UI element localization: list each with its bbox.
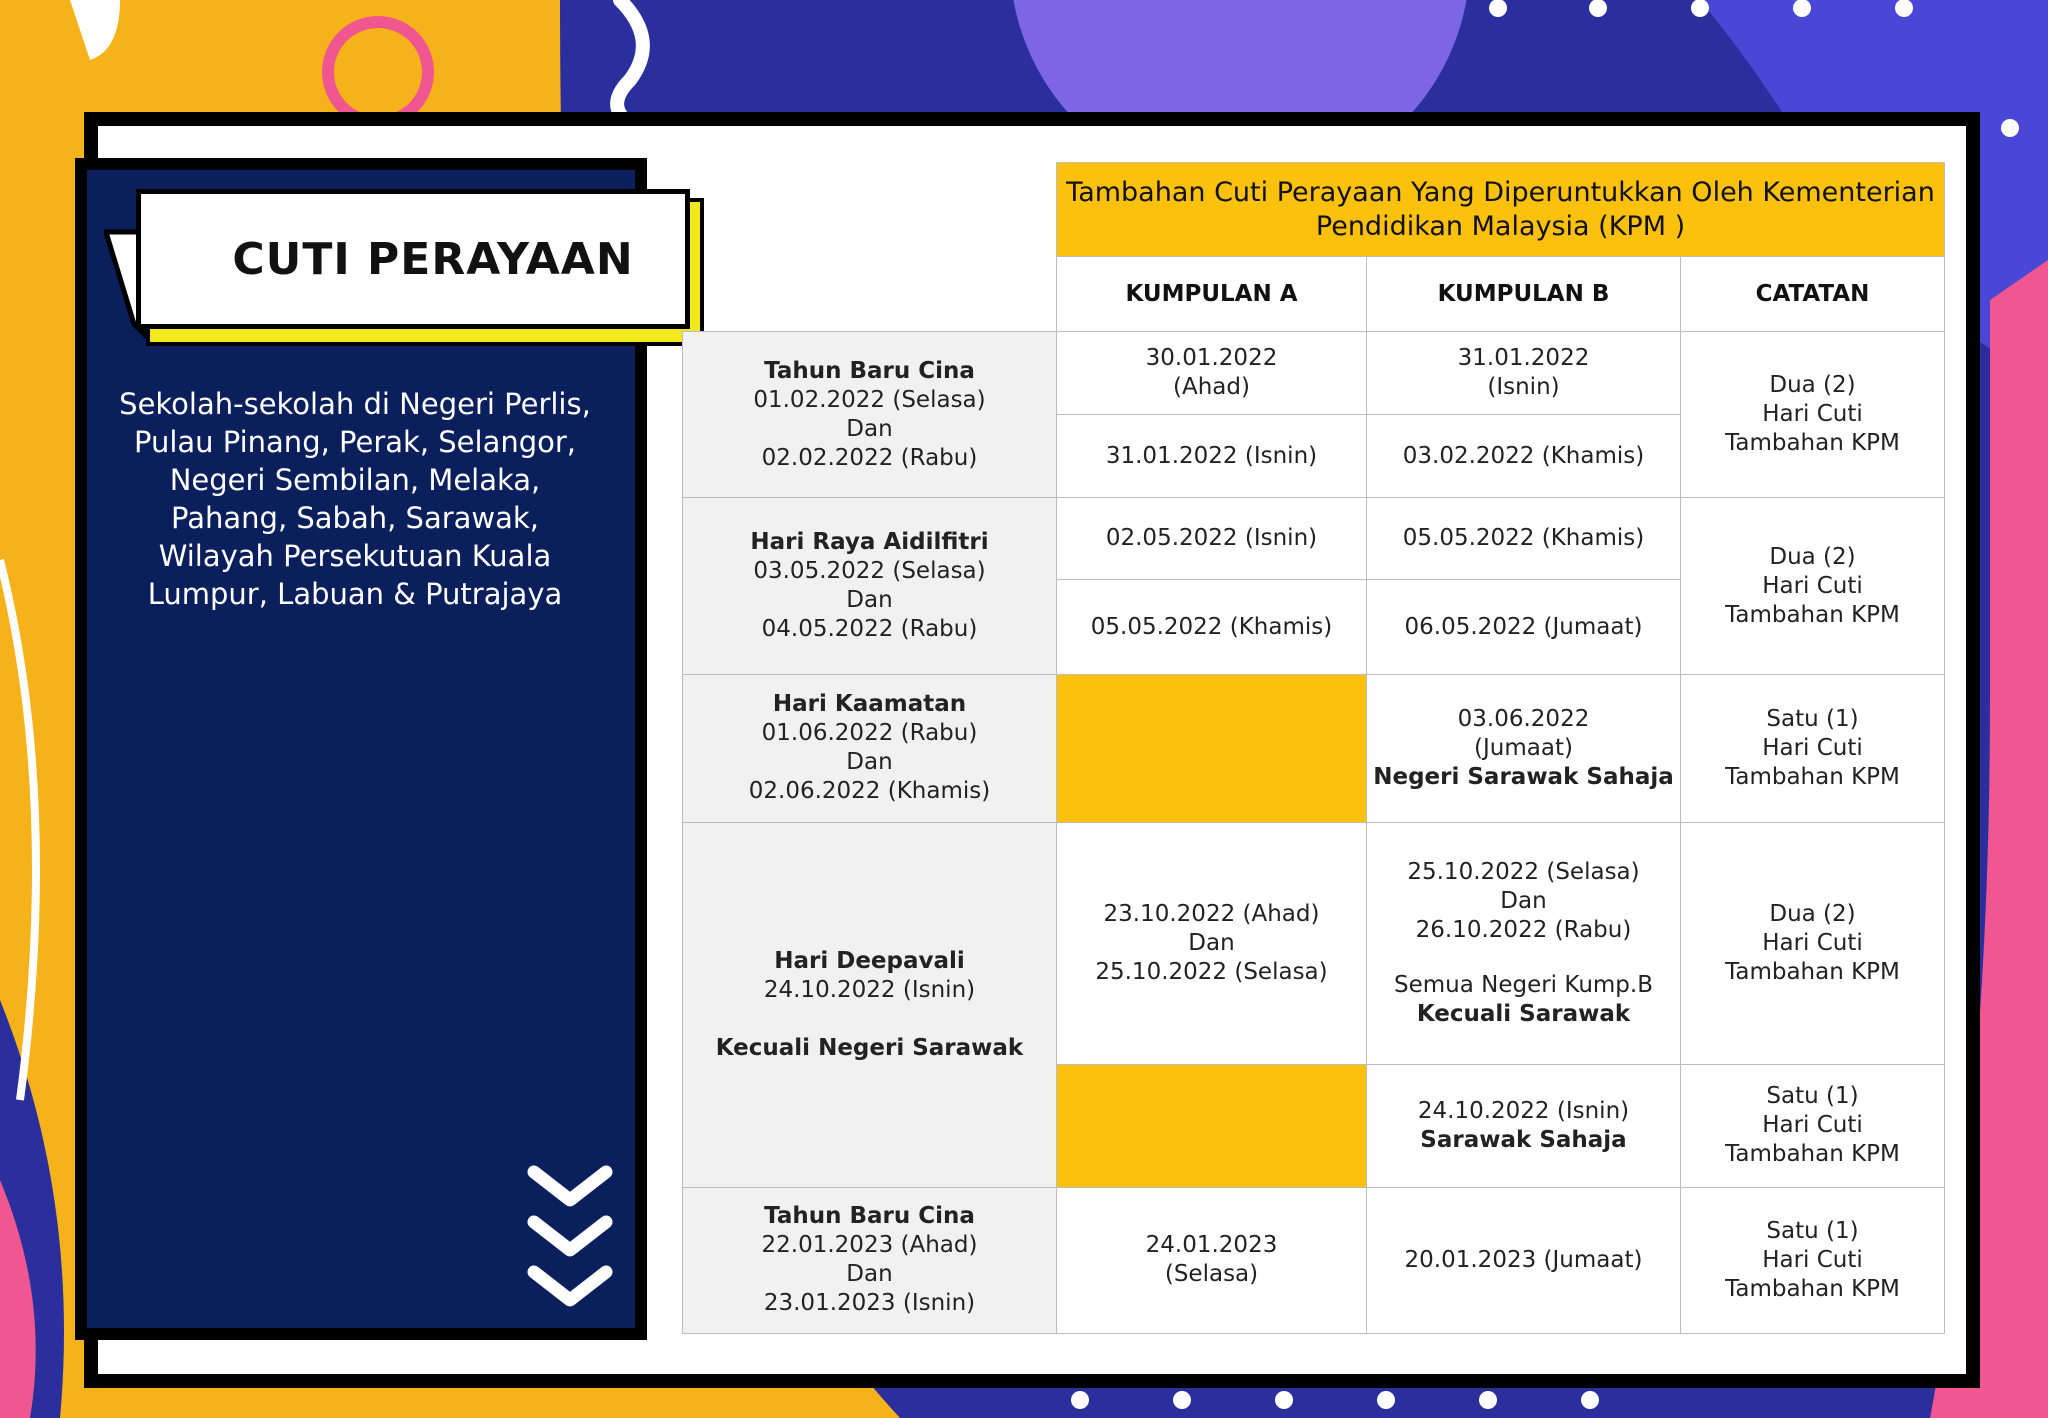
kumpulan-b-cell: 05.05.2022 (Khamis) (1367, 498, 1681, 580)
note-count: Satu (1) (1766, 1083, 1859, 1110)
and-text: Dan (1500, 887, 1547, 914)
kumpulan-a-cell (1057, 822, 1367, 1064)
kumpulan-b-cell (1367, 332, 1681, 415)
note-text: Tambahan KPM (1725, 430, 1900, 457)
holiday-cell (683, 822, 1057, 1187)
date-text: 31.01.2022 (1457, 345, 1590, 372)
kumpulan-b-cell: 06.05.2022 (Jumaat) (1367, 580, 1681, 675)
holiday-name: Tahun Baru Cina (764, 1203, 975, 1230)
state-note: Sarawak Sahaja (1420, 1126, 1627, 1153)
holiday-and: Dan (846, 1261, 893, 1288)
holiday-date: 01.02.2022 (Selasa) (753, 386, 986, 413)
kumpulan-a-cell (1057, 332, 1367, 415)
note-text: Tambahan KPM (1725, 1275, 1900, 1302)
holiday-and: Dan (846, 587, 893, 614)
kumpulan-b-cell: 20.01.2023 (Jumaat) (1367, 1187, 1681, 1333)
note-text: Hari Cuti (1762, 1246, 1863, 1273)
holiday-name: Hari Deepavali (774, 947, 965, 974)
date-text: 30.01.2022 (1145, 345, 1278, 372)
state-note: Kecuali Sarawak (1416, 1000, 1631, 1027)
date-text: 24.01.2023 (1145, 1232, 1278, 1259)
state-note: Semua Negeri Kump.B (1393, 971, 1653, 998)
holiday-name: Tahun Baru Cina (764, 357, 975, 384)
header-kumpulan-a: KUMPULAN A (1057, 257, 1367, 332)
catatan-cell (1681, 332, 1945, 498)
holiday-and: Dan (846, 415, 893, 442)
holiday-date: 01.06.2022 (Rabu) (761, 720, 978, 747)
holiday-date: 03.05.2022 (Selasa) (753, 558, 986, 585)
note-text: Tambahan KPM (1725, 958, 1900, 985)
holiday-date: 23.01.2023 (Isnin) (763, 1290, 976, 1317)
kumpulan-b-cell: 03.02.2022 (Khamis) (1367, 415, 1681, 498)
note-count: Satu (1) (1766, 705, 1859, 732)
note-text: Tambahan KPM (1725, 601, 1900, 628)
day-text: (Selasa) (1164, 1261, 1259, 1288)
holiday-cell (683, 675, 1057, 822)
state-note: Kecuali Negeri Sarawak (715, 1034, 1024, 1061)
page-title: CUTI PERAYAAN (232, 233, 634, 285)
note-count: Dua (2) (1769, 543, 1856, 570)
holiday-name: Hari Raya Aidilfitri (750, 529, 989, 556)
day-text: (Isnin) (1487, 374, 1560, 401)
catatan-cell (1681, 498, 1945, 675)
state-note: Negeri Sarawak Sahaja (1373, 763, 1674, 790)
note-count: Dua (2) (1769, 900, 1856, 927)
school-list-description: Sekolah-sekolah di Negeri Perlis, Pulau Pinang, Perak, Selangor, Negeri Sembilan, Melaka, Pahang, Sabah, Sarawak, Wilayah Persekutuan Kuala Lumpur, Labuan & Putrajaya (119, 387, 591, 611)
kumpulan-b-cell (1367, 1064, 1681, 1187)
note-text: Hari Cuti (1762, 1112, 1863, 1139)
date-text: 24.10.2022 (Isnin) (1417, 1097, 1630, 1124)
holiday-cell (683, 332, 1057, 498)
holiday-and: Dan (846, 749, 893, 776)
holiday-date: 24.10.2022 (Isnin) (763, 976, 976, 1003)
and-text: Dan (1188, 929, 1235, 956)
kumpulan-a-empty-cell (1057, 1064, 1367, 1187)
kumpulan-b-cell (1367, 675, 1681, 822)
catatan-cell (1681, 675, 1945, 822)
kumpulan-a-cell: 05.05.2022 (Khamis) (1057, 580, 1367, 675)
note-count: Dua (2) (1769, 372, 1856, 399)
header-kumpulan-b: KUMPULAN B (1367, 257, 1681, 332)
holiday-table (682, 162, 1945, 1334)
holiday-date: 22.01.2023 (Ahad) (761, 1232, 978, 1259)
note-text: Tambahan KPM (1725, 1141, 1900, 1168)
note-text: Hari Cuti (1762, 401, 1863, 428)
kumpulan-a-cell: 31.01.2022 (Isnin) (1057, 415, 1367, 498)
date-text: 25.10.2022 (Selasa) (1407, 858, 1640, 885)
table-title: Tambahan Cuti Perayaan Yang Diperuntukkan Oleh Kementerian Pendidikan Malaysia (KPM ) (1057, 163, 1945, 257)
date-text: 26.10.2022 (Rabu) (1415, 916, 1632, 943)
holiday-date: 04.05.2022 (Rabu) (761, 616, 978, 643)
kumpulan-b-cell (1367, 822, 1681, 1064)
note-text: Hari Cuti (1762, 734, 1863, 761)
day-text: (Jumaat) (1474, 734, 1573, 761)
holiday-cell (683, 1187, 1057, 1333)
spacer (687, 1005, 1052, 1034)
kumpulan-a-cell: 02.05.2022 (Isnin) (1057, 498, 1367, 580)
title-banner (136, 189, 690, 329)
catatan-cell (1681, 1187, 1945, 1333)
holiday-date: 02.02.2022 (Rabu) (761, 444, 978, 471)
catatan-cell (1681, 822, 1945, 1064)
holiday-date: 02.06.2022 (Khamis) (748, 778, 991, 805)
holiday-cell (683, 498, 1057, 675)
kumpulan-a-cell (1057, 1187, 1367, 1333)
empty-corner-cell (683, 163, 1057, 332)
date-text: 23.10.2022 (Ahad) (1103, 900, 1320, 927)
catatan-cell (1681, 1064, 1945, 1187)
kumpulan-a-empty-cell (1057, 675, 1367, 822)
note-count: Satu (1) (1766, 1217, 1859, 1244)
note-text: Hari Cuti (1762, 929, 1863, 956)
note-text: Tambahan KPM (1725, 763, 1900, 790)
header-catatan: CATATAN (1681, 257, 1945, 332)
date-text: 25.10.2022 (Selasa) (1095, 958, 1328, 985)
holiday-name: Hari Kaamatan (772, 691, 967, 718)
date-text: 03.06.2022 (1457, 705, 1590, 732)
note-text: Hari Cuti (1762, 572, 1863, 599)
chevron-down-icon (522, 1158, 618, 1316)
holiday-table-wrapper (682, 162, 1944, 1334)
day-text: (Ahad) (1173, 374, 1250, 401)
spacer (1371, 945, 1676, 971)
